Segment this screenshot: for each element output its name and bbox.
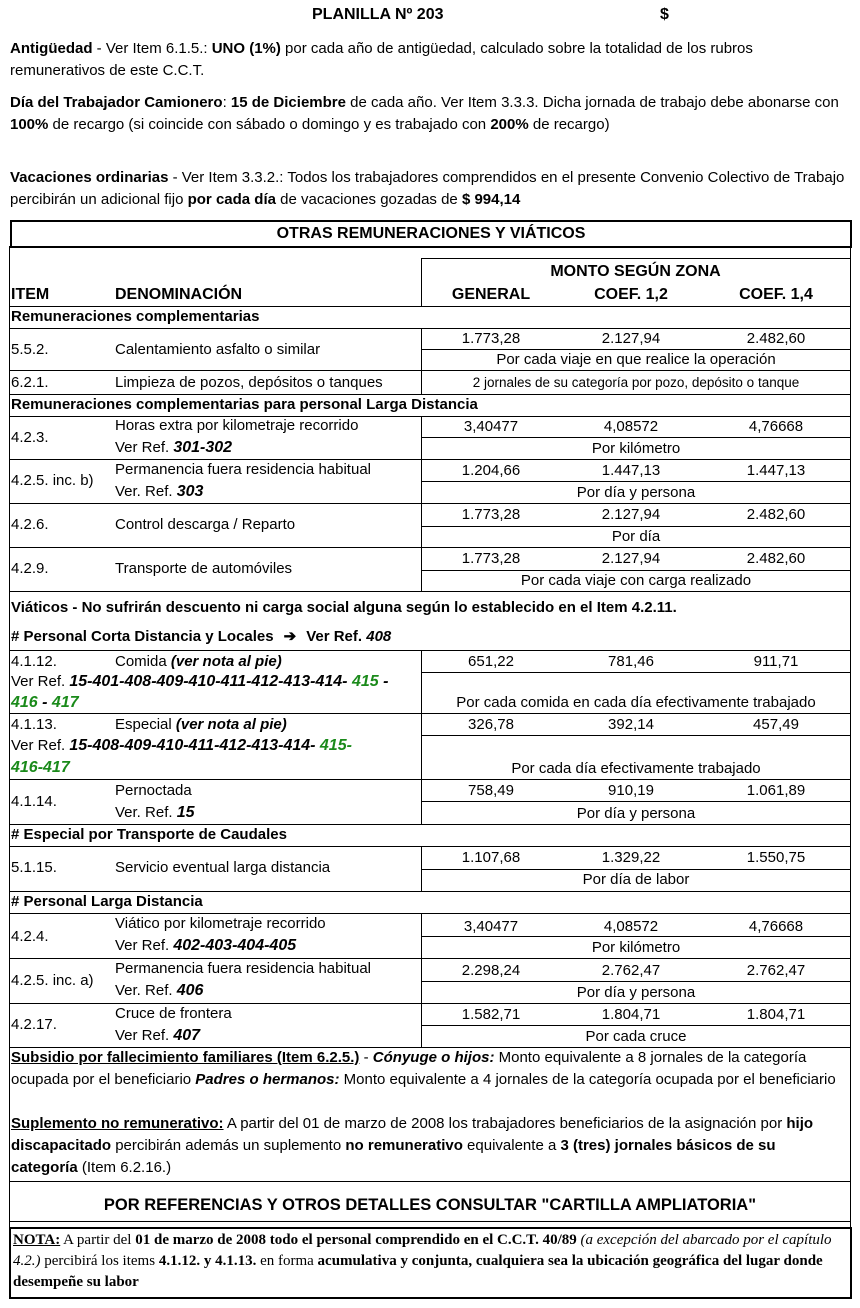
row-item: 6.2.1. [11,374,49,391]
row-item: 4.2.6. [11,516,49,533]
cell-rule [421,981,851,982]
header-top-rule [421,258,850,259]
row-denomination: Especial (ver nota al pie) [115,716,287,733]
value-coef14: 4,76668 [748,418,804,435]
row-denomination: Permanencia fuera residencia habitual [115,960,371,977]
value-coef12: 910,19 [608,782,654,799]
otras-remuneraciones-banner: OTRAS REMUNERACIONES Y VIÁTICOS [10,220,852,248]
value-coef12: 2.127,94 [601,330,661,347]
currency-symbol: $ [660,6,669,23]
value-coef12: 1.447,13 [601,462,661,479]
table-row [0,958,860,1003]
row-note: Por kilómetro [591,440,681,457]
value-general: 1.773,28 [461,330,521,347]
row-rule [9,591,851,592]
value-coef14: 1.550,75 [746,849,806,866]
nota-text: NOTA: A partir del 01 de marzo de 2008 todo el personal comprendido en el C.C.T. 40/89 (a excepción del abarcado por el capítulo 4.2.) percibirá los items 4.1.12. y 4.1.13. en forma acumulativa y conjunta, cualquiera sea la ubicación geográfica del lugar donde desempeñe su labor [13,1232,832,1290]
section-personal-larga-distancia: # Personal Larga Distancia [11,893,203,910]
referencias-banner: POR REFERENCIAS Y OTROS DETALLES CONSULTAR "CARTILLA AMPLIATORIA" [103,1196,757,1214]
value-general: 3,40477 [463,418,519,435]
row-denomination: Pernoctada [115,782,192,799]
value-coef12: 2.762,47 [601,962,661,979]
row-denomination: Comida (ver nota al pie) [115,653,282,670]
value-coef14: 2.482,60 [746,506,806,523]
value-general: 758,49 [468,782,514,799]
row-note: Por día y persona [576,484,696,501]
arrow-right-icon: ➔ [283,628,297,645]
denominacion-column-header: DENOMINACIÓN [115,286,243,303]
row-reference: Ver Ref. 15-408-409-410-411-412-413-414- 415- [11,737,352,754]
row-note: Por cada viaje con carga realizado [520,572,752,589]
row-item: 4.1.12. [11,653,57,670]
row-reference-cont: 416 - 417 [11,694,79,711]
table-row [0,913,860,958]
value-general: 1.582,71 [461,1006,521,1023]
viaticos-note: Viáticos - No sufrirán descuento ni carga social alguna según lo establecido en el Item 4.2.11. [11,599,677,616]
value-coef14: 2.762,47 [746,962,806,979]
value-general: 2.298,24 [461,962,521,979]
section-larga-distancia-complementarias: Remuneraciones complementarias para personal Larga Distancia [11,396,478,413]
value-general: 1.773,28 [461,550,521,567]
coef14-column-header: COEF. 1,4 [739,286,813,303]
row-rule [9,1181,851,1182]
table-row [0,547,860,591]
row-note: Por día y persona [576,984,696,1001]
value-general: 651,22 [468,653,514,670]
item-column-header: ITEM [11,286,50,303]
value-coef12: 1.804,71 [601,1006,661,1023]
value-coef14: 1.061,89 [746,782,806,799]
row-item: 4.2.4. [11,928,49,945]
row-note: 2 jornales de su categoría por pozo, depósito o tanque [472,375,800,390]
row-note: Por día de labor [582,871,690,888]
value-coef14: 2.482,60 [746,330,806,347]
table-row [0,416,860,459]
value-general: 1.107,68 [461,849,521,866]
row-item: 4.1.13. [11,716,57,733]
row-denomination: Control descarga / Reparto [115,516,296,533]
value-general: 1.773,28 [461,506,521,523]
row-denomination: Limpieza de pozos, depósitos o tanques [115,374,383,391]
row-item: 5.1.15. [11,859,57,876]
table-row [0,459,860,503]
row-item: 4.2.9. [11,560,49,577]
table-row [0,370,860,394]
row-denomination: Cruce de frontera [115,1005,232,1022]
row-reference-cont: 416-417 [11,759,70,776]
section-transporte-caudales: # Especial por Transporte de Caudales [11,826,287,843]
page-title: PLANILLA Nº 203 [312,6,444,23]
nota-box [9,1227,852,1299]
row-denomination: Calentamiento asfalto o similar [115,341,321,358]
table-row [0,328,860,370]
row-rule [9,1221,851,1222]
row-item: 4.2.3. [11,429,49,446]
value-coef12: 2.127,94 [601,506,661,523]
cell-rule [421,481,851,482]
cell-rule [421,936,851,937]
row-note: Por cada día efectivamente trabajado [511,760,761,777]
dia-trabajador-paragraph: Día del Trabajador Camionero: 15 de Diciembre de cada año. Ver Item 3.3.3. Dicha jornada de trabajo debe abonarse con 100% de recargo (si coincide con sábado o domingo y es trabajado con 200% de recargo) [10,94,839,133]
coef12-column-header: COEF. 1,2 [594,286,668,303]
table-row [0,779,860,824]
monto-segun-zona-header: MONTO SEGÚN ZONA [550,263,721,280]
cell-rule [421,1025,851,1026]
value-coef12: 781,46 [608,653,654,670]
row-item: 4.2.5. inc. a) [11,972,94,989]
value-coef14: 911,71 [753,653,799,670]
row-item: 4.2.5. inc. b) [11,472,94,489]
value-coef14: 2.482,60 [746,550,806,567]
row-note: Por kilómetro [591,939,681,956]
row-reference: Ver Ref. 407 [115,1027,201,1044]
table-row [0,1003,860,1047]
value-coef14: 4,76668 [748,918,804,935]
row-note: Por cada viaje en que realice la operación [496,351,776,368]
row-reference: Ver. Ref. 15 [115,804,195,821]
row-reference: Ver Ref. 301-302 [115,439,233,456]
table-row [0,503,860,547]
row-reference: Ver. Ref. 406 [115,982,204,999]
table-row [0,650,860,713]
suplemento-paragraph: Suplemento no remunerativo: A partir del 01 de marzo de 2008 los trabajadores beneficiarios de la asignación por hijo discapacitado percibirán además un suplemento no remunerativo equivalente a 3 (tres) jornales básicos de su categoría (Item 6.2.16.) [11,1115,814,1176]
value-general: 326,78 [468,716,514,733]
row-denomination: Viático por kilometraje recorrido [115,915,326,932]
row-note: Por día [611,528,661,545]
value-coef14: 457,49 [753,716,799,733]
value-coef14: 1.447,13 [746,462,806,479]
row-reference: Ver. Ref. 303 [115,483,204,500]
value-coef12: 4,08572 [603,918,659,935]
row-note: Por día y persona [576,805,696,822]
row-reference: Ver Ref. 15-401-408-409-410-411-412-413-414- 415 - [11,673,389,690]
cell-rule [421,735,851,736]
row-denomination: Permanencia fuera residencia habitual [115,461,371,478]
section-corta-distancia: # Personal Corta Distancia y Locales ➔ Ver Ref. 408 [11,628,392,645]
row-item: 5.5.2. [11,341,49,358]
cell-rule [421,672,851,673]
value-coef14: 1.804,71 [746,1006,806,1023]
table-row [0,846,860,891]
general-column-header: GENERAL [451,286,531,303]
row-denomination: Servicio eventual larga distancia [115,859,331,876]
cell-rule [421,437,851,438]
row-denomination: Transporte de automóviles [115,560,293,577]
row-note: Por cada comida en cada día efectivamente trabajado [456,694,816,711]
table-row [0,713,860,779]
cell-rule [421,801,851,802]
row-item: 4.2.17. [11,1016,57,1033]
value-coef12: 392,14 [608,716,654,733]
row-item: 4.1.14. [11,793,57,810]
subsidio-paragraph: Subsidio por fallecimiento familiares (Item 6.2.5.) - Cónyuge o hijos: Monto equivalente a 8 jornales de la categoría ocupada por el beneficiario Padres o hermanos: Monto equivalente a 4 jornales de la categoría ocupada por el beneficiario [11,1049,836,1088]
section-remuneraciones-complementarias: Remuneraciones complementarias [11,308,260,325]
value-general: 1.204,66 [461,462,521,479]
value-general: 3,40477 [463,918,519,935]
row-note: Por cada cruce [585,1028,687,1045]
antiguedad-paragraph: Antigüedad - Ver Item 6.1.5.: UNO (1%) por cada año de antigüedad, calculado sobre la totalidad de los rubros remunerativos de este C.C.T. [10,40,753,79]
value-coef12: 1.329,22 [601,849,661,866]
vacaciones-paragraph: Vacaciones ordinarias - Ver Item 3.3.2.: Todos los trabajadores comprendidos en el presente Convenio Colectivo de Trabajo percibirán un adicional fijo por cada día de vacaciones gozadas de $ 994,14 [10,169,845,208]
value-coef12: 2.127,94 [601,550,661,567]
row-denomination: Horas extra por kilometraje recorrido [115,417,359,434]
row-reference: Ver Ref. 402-403-404-405 [115,937,297,954]
value-coef12: 4,08572 [603,418,659,435]
